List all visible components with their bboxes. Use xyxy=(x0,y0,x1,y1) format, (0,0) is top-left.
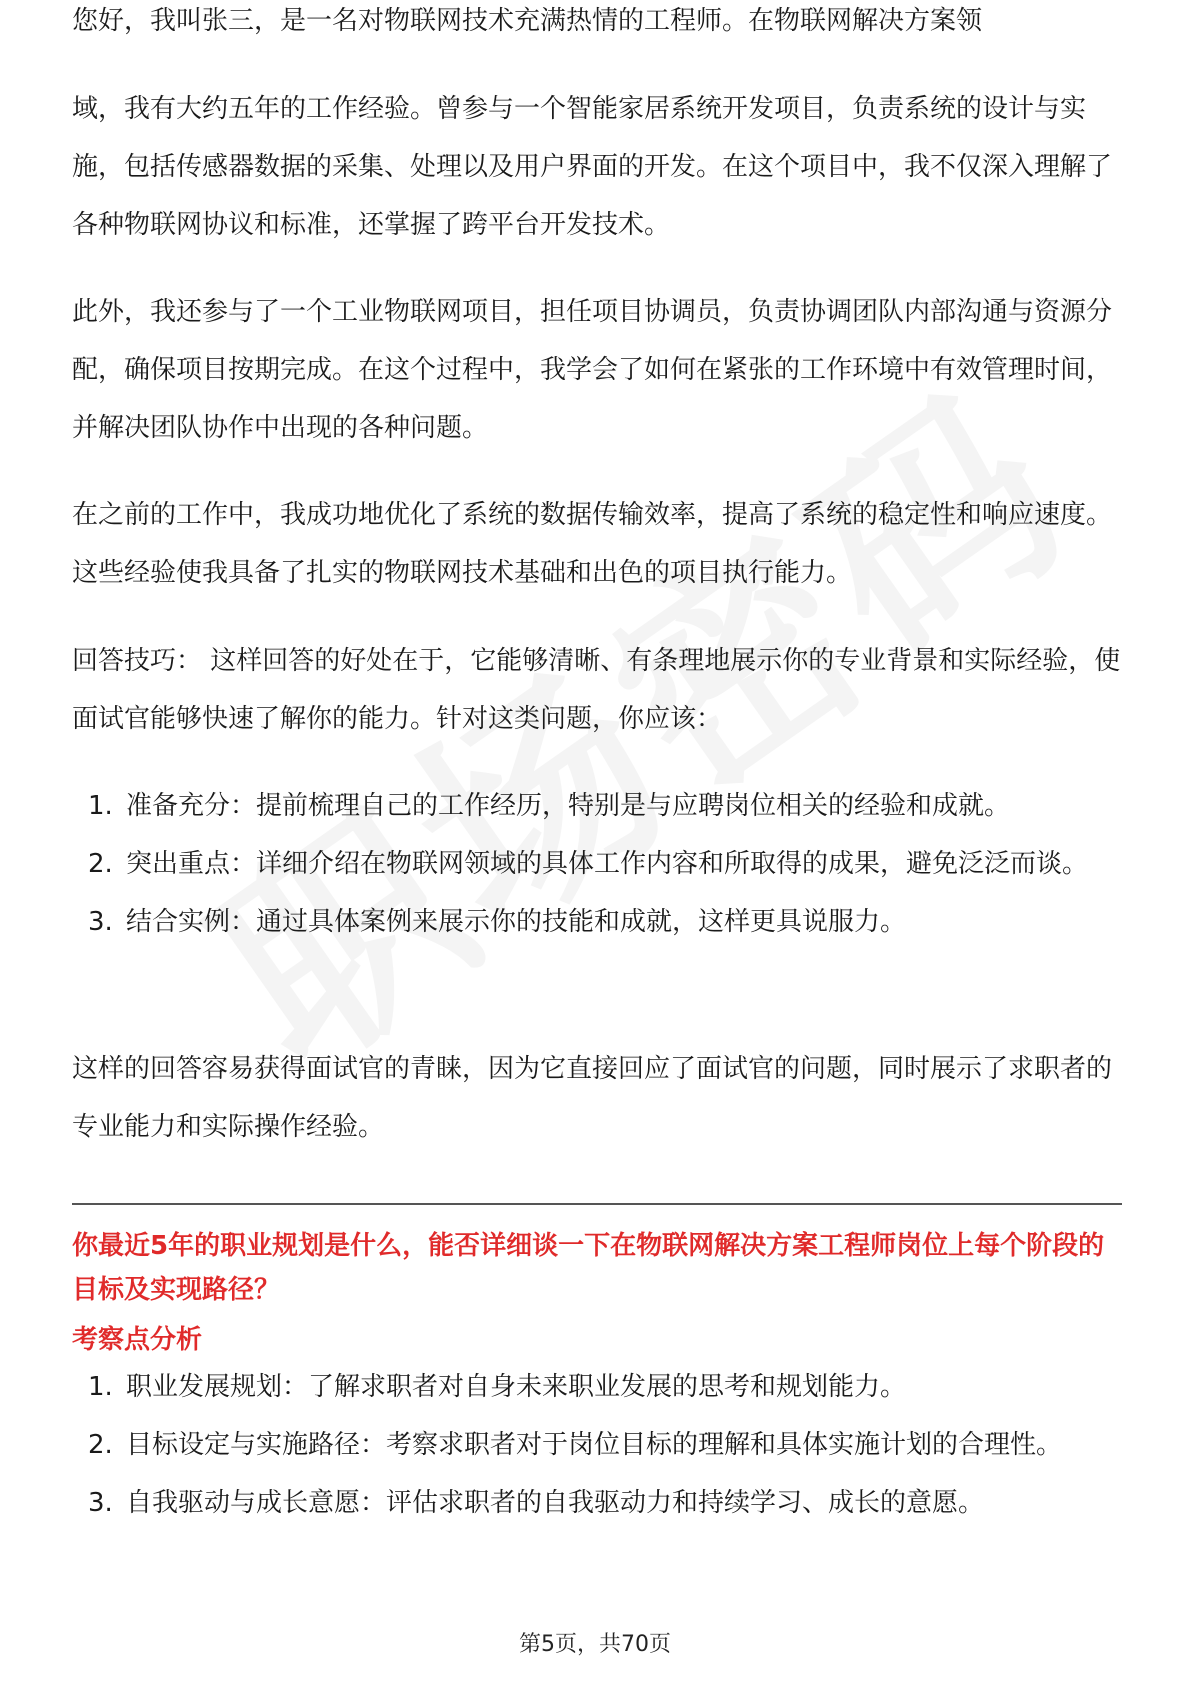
list-item-text: 突出重点：详细介绍在物联网领域的具体工作内容和所取得的成果，避免泛泛而谈。 xyxy=(126,849,1089,879)
list-item-text: 自我驱动与成长意愿：评估求职者的自我驱动力和持续学习、成长的意愿。 xyxy=(126,1488,985,1518)
list-item xyxy=(72,893,1122,951)
list-item xyxy=(72,1358,1122,1416)
analysis-points-list xyxy=(72,1358,1122,1532)
question-title: 你最近5年的职业规划是什么，能否详细谈一下在物联网解决方案工程师岗位上每个阶段的目标及实现路径？ xyxy=(72,1231,1105,1305)
list-item-text: 目标设定与实施路径：考察求职者对于岗位目标的理解和具体实施计划的合理性。 xyxy=(126,1430,1063,1460)
list-item xyxy=(72,1474,1122,1532)
list-item-number: 1. xyxy=(88,791,113,821)
paragraph-answer-tips: 回答技巧： 这样回答的好处在于，它能够清晰、有条理地展示你的专业背景和实际经验，使面试官能够快速了解你的能力。针对这类问题，你应该： xyxy=(72,646,1121,734)
list-item-text: 结合实例：通过具体案例来展示你的技能和成就，这样更具说服力。 xyxy=(126,907,907,937)
page-footer: 第5页，共70页 xyxy=(519,1632,671,1657)
list-item-number: 2. xyxy=(88,849,113,879)
list-item xyxy=(72,777,1122,835)
list-item-number: 3. xyxy=(88,907,113,937)
paragraph-closing: 这样的回答容易获得面试官的青睐，因为它直接回应了面试官的问题，同时展示了求职者的专业能力和实际操作经验。 xyxy=(72,1054,1113,1142)
list-item-text: 准备充分：提前梳理自己的工作经历，特别是与应聘岗位相关的经验和成就。 xyxy=(126,791,1011,821)
tips-list xyxy=(72,777,1122,951)
list-item xyxy=(72,1416,1122,1474)
list-item-text: 职业发展规划：了解求职者对自身未来职业发展的思考和规划能力。 xyxy=(126,1372,907,1402)
list-item-number: 1. xyxy=(88,1372,113,1402)
partial-top-line-text: 您好，我叫张三，是一名对物联网技术充满热情的工程师。在物联网解决方案领 xyxy=(72,6,983,36)
paragraph-achievements: 在之前的工作中，我成功地优化了系统的数据传输效率，提高了系统的稳定性和响应速度。这些经验使我具备了扎实的物联网技术基础和出色的项目执行能力。 xyxy=(72,500,1113,588)
paragraph-experience: 域，我有大约五年的工作经验。曾参与一个智能家居系统开发项目，负责系统的设计与实施，包括传感器数据的采集、处理以及用户界面的开发。在这个项目中，我不仅深入理解了各种物联网协议和标准，还掌握了跨平台开发技术。 xyxy=(72,94,1113,240)
paragraph-industrial-project: 此外，我还参与了一个工业物联网项目，担任项目协调员，负责协调团队内部沟通与资源分配，确保项目按期完成。在这个过程中，我学会了如何在紧张的工作环境中有效管理时间，并解决团队协作中出现的各种问题。 xyxy=(72,297,1113,443)
list-item xyxy=(72,835,1122,893)
section-divider xyxy=(72,1203,1122,1205)
list-item-number: 3. xyxy=(88,1488,113,1518)
partial-top-line xyxy=(72,6,1122,62)
list-item-number: 2. xyxy=(88,1430,113,1460)
question-subtitle: 考察点分析 xyxy=(72,1325,203,1355)
